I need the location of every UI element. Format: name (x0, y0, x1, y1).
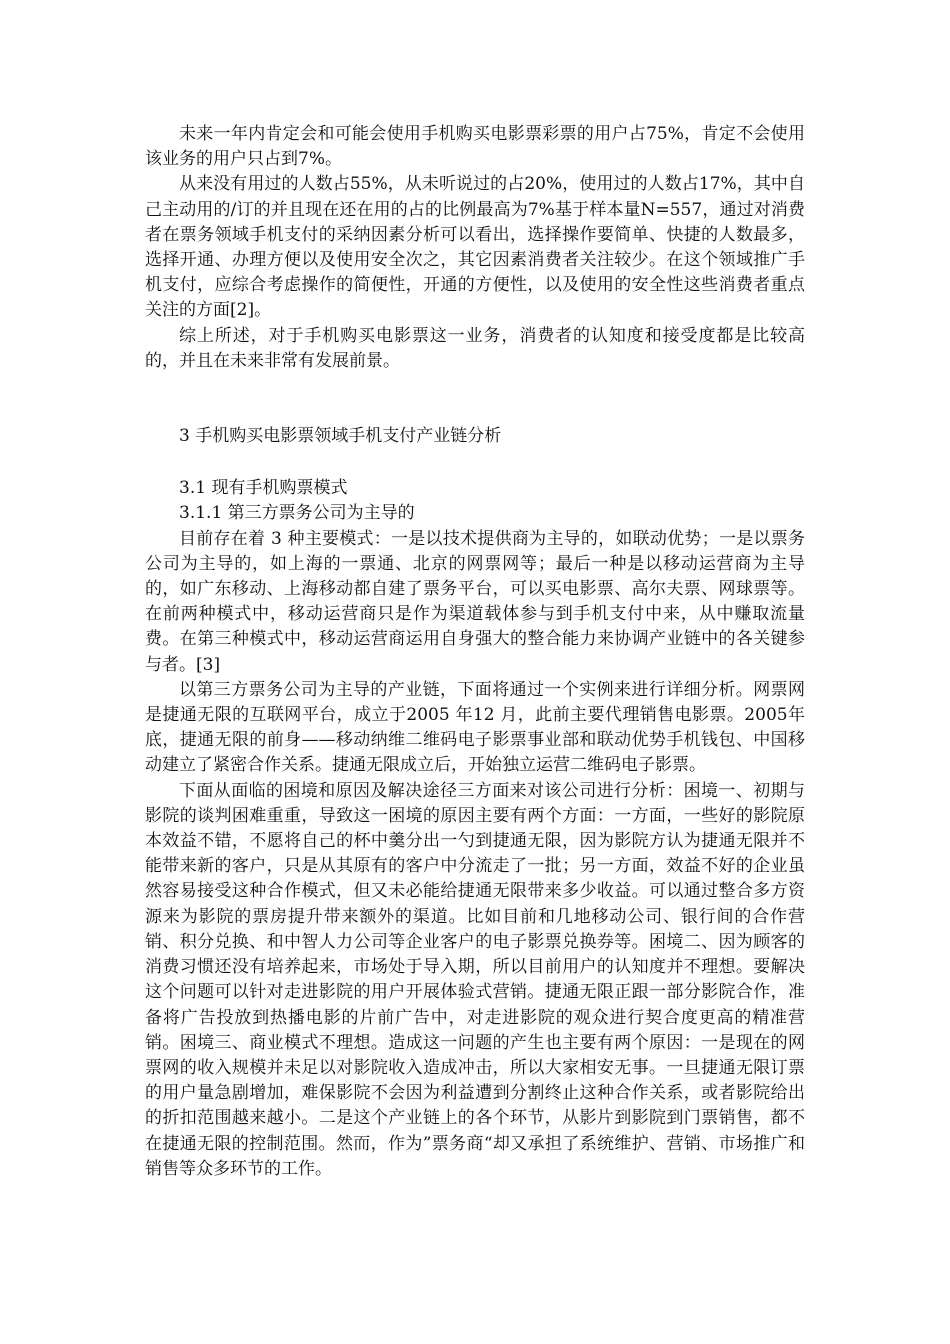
paragraph-body-3: 下面从面临的困境和原因及解决途径三方面来对该公司进行分析：困境一、初期与影院的谈判困难重重，导致这一困境的原因主要有两个方面：一方面，一些好的影院原本效益不错，不愿将自己的杯中羹分出一勺到捷通无限，因为影院方认为捷通无限并不能带来新的客户，只是从其原有的客户中分流走了一批；另一方面，效益不好的企业虽然容易接受这种合作模式，但又未必能给捷通无限带来多少收益。可以通过整合多方资源来为影院的票房提升带来额外的渠道。比如目前和几地移动公司、银行间的合作营销、积分兑换、和中智人力公司等企业客户的电子影票兑换券等。困境二、因为顾客的消费习惯还没有培养起来，市场处于导入期，所以目前用户的认知度并不理想。要解决这个问题可以针对走进影院的用户开展体验式营销。捷通无限正跟一部分影院合作，准备将广告投放到热播电影的片前广告中，对走进影院的观众进行契合度更高的精准营销。困境三、商业模式不理想。造成这一问题的产生也主要有两个原因：一是现在的网票网的收入规模并未足以对影院收入造成冲击，所以大家相安无事。一旦捷通无限订票的用户量急剧增加，难保影院不会因为利益遭到分割终止这种合作关系，或者影院给出的折扣范围越来越小。二是这个产业链上的各个环节，从影片到影院到门票销售，都不在捷通无限的控制范围。然而，作为”票务商“却又承担了系统维护、营销、市场推广和销售等众多环节的工作。 (145, 780, 805, 1179)
paragraph-intro-2: 从来没有用过的人数占55%，从未听说过的占20%，使用过的人数占17%，其中自己主动用的/订的并且现在还在用的占的比例最高为7%基于样本量N=557，通过对消费者在票务领域手机支付的采纳因素分析可以看出，选择操作要简单、快捷的人数最多，选择开通、办理方便以及使用安全次之，其它因素消费者关注较少。在这个领域推广手机支付，应综合考虑操作的简便性，开通的方便性，以及使用的安全性这些消费者重点关注的方面[2]。 (145, 174, 805, 321)
section-3-1-heading: 3.1 现有手机购票模式 (179, 478, 348, 499)
paragraph-intro-1: 未来一年内肯定会和可能会使用手机购买电影票彩票的用户占75%，肯定不会使用该业务的用户只占到7%。 (145, 124, 805, 170)
spacer (145, 449, 805, 476)
section-3-heading: 3 手机购买电影票领域手机支付产业链分析 (179, 426, 502, 447)
spacer (145, 374, 805, 424)
paragraph-body-1: 目前存在着 3 种主要模式：一是以技术提供商为主导的，如联动优势；一是以票务公司为主导的，如上海的一票通、北京的网票网等；最后一种是以移动运营商为主导的，如广东移动、上海移动都自建了票务平台，可以买电影票、高尔夫票、网球票等。在前两种模式中，移动运营商只是作为渠道载体参与到手机支付中来，从中赚取流量费。在第三种模式中，移动运营商运用自身强大的整合能力来协调产业链中的各关键参与者。[3] (145, 528, 805, 675)
section-3-1-1-heading: 3.1.1 第三方票务公司为主导的 (179, 503, 415, 524)
paragraph-body-2: 以第三方票务公司为主导的产业链，下面将通过一个实例来进行详细分析。网票网是捷通无限的互联网平台，成立于2005 年12 月，此前主要代理销售电影票。2005年底，捷通无限的前身——移动纳维二维码电子影票事业部和联动优势手机钱包、中国移动建立了紧密合作关系。捷通无限成立后，开始独立运营二维码电子影票。 (145, 679, 805, 776)
paragraph-intro-3: 综上所述，对于手机购买电影票这一业务，消费者的认知度和接受度都是比较高的，并且在未来非常有发展前景。 (145, 325, 805, 371)
document-page (145, 122, 805, 1182)
